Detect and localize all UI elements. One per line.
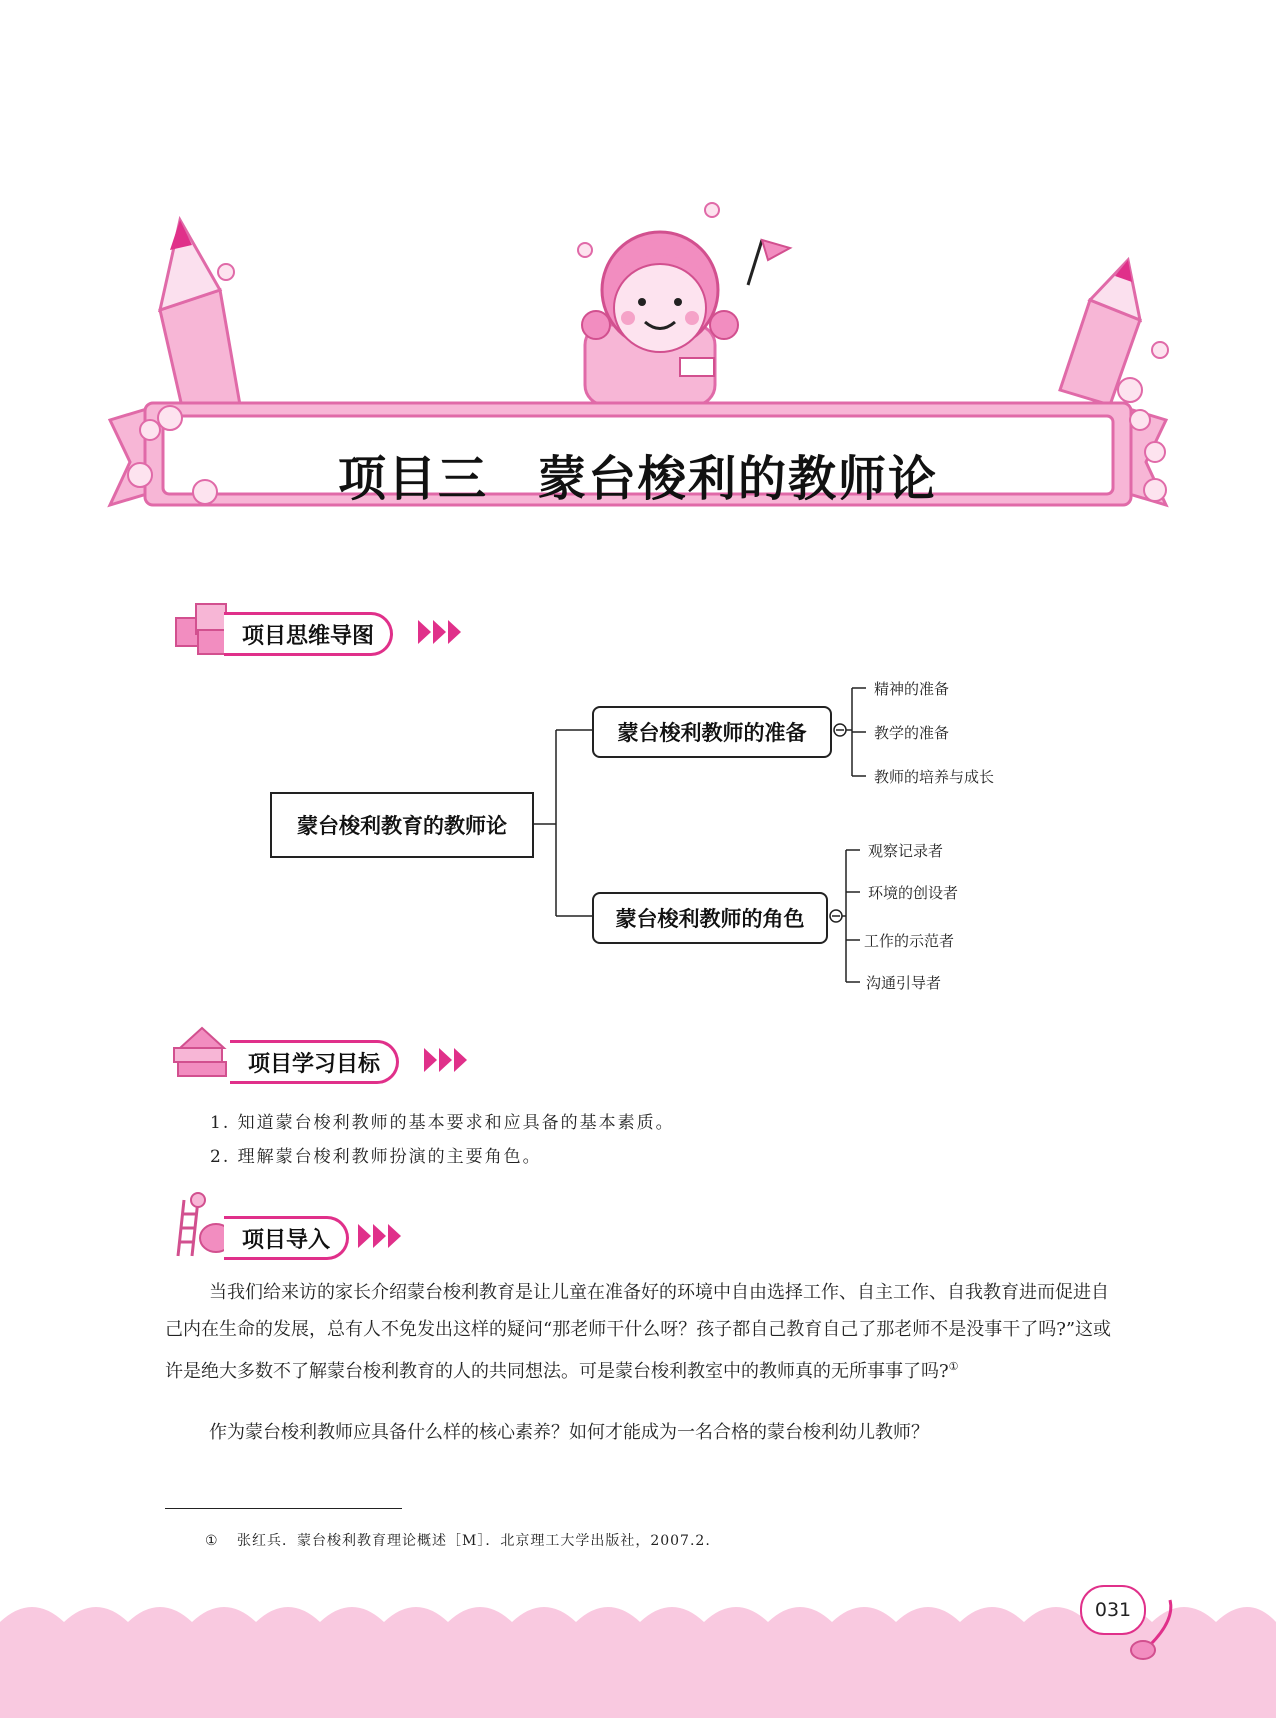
intro-paragraph-text: 当我们给来访的家长介绍蒙台梭利教育是让儿童在准备好的环境中自由选择工作、自主工作、自我教育进而促进自己内在生命的发展，总有人不免发出这样的疑问“那老师干什么呀？孩子都自己教育自己了那老师不是没事干了吗?”这或许是绝大多数不了解蒙台梭利教育的人的共同想法。可是蒙台梭利教室中的教师真的无所事事了吗? [165, 1282, 1112, 1382]
mind-map-leaf: 精神的准备 [874, 680, 950, 698]
intro-paragraph-text: 作为蒙台梭利教师应具备什么样的核心素养？如何才能成为一名合格的蒙台梭利幼儿教师？ [209, 1422, 929, 1443]
mind-map-leaf: 观察记录者 [868, 842, 944, 860]
section-header-intro [172, 1212, 432, 1258]
mind-map-leaf: 教师的培养与成长 [874, 768, 995, 786]
intro-paragraph [165, 1274, 1115, 1390]
mind-map-branch: 蒙台梭利教师的准备 [592, 706, 832, 758]
section-title: 项目学习目标 [230, 1040, 399, 1084]
mind-map [260, 670, 1060, 1000]
mind-map-leaf: 工作的示范者 [864, 932, 955, 950]
arrows-icon [358, 1221, 401, 1251]
footnote-mark: ① [205, 1533, 219, 1549]
section-title: 项目导入 [224, 1216, 349, 1260]
mind-map-root: 蒙台梭利教育的教师论 [270, 792, 534, 858]
girl-mascot-icon [582, 232, 790, 405]
goal-item: 1. 知道蒙台梭利教师的基本要求和应具备的基本素质。 [210, 1113, 675, 1133]
page-title: 项目三 蒙台梭利的教师论 [337, 451, 938, 507]
arrows-icon [418, 617, 461, 647]
mind-map-leaf: 教学的准备 [874, 724, 950, 742]
arrows-icon [424, 1045, 467, 1075]
mind-map-leaf: 环境的创设者 [868, 884, 959, 902]
pencil-left-icon [160, 220, 240, 420]
section-header-goals [172, 1036, 492, 1082]
footnote-divider [165, 1508, 402, 1509]
mind-map-leaf: 沟通引导者 [866, 974, 942, 992]
intro-paragraph [165, 1414, 1115, 1451]
section-title: 项目思维导图 [224, 612, 393, 656]
mind-map-branch: 蒙台梭利教师的角色 [592, 892, 828, 944]
section-header-mindmap [172, 608, 492, 654]
footnote-ref: ① [948, 1360, 959, 1373]
goal-item: 2. 理解蒙台梭利教师扮演的主要角色。 [210, 1147, 542, 1167]
footnote-text: 张红兵．蒙台梭利教育理论概述［M］．北京理工大学出版社，2007.2. [237, 1533, 711, 1549]
page-number: 031 [1080, 1585, 1146, 1635]
footnote [205, 1530, 711, 1550]
books-icon [168, 1020, 234, 1086]
